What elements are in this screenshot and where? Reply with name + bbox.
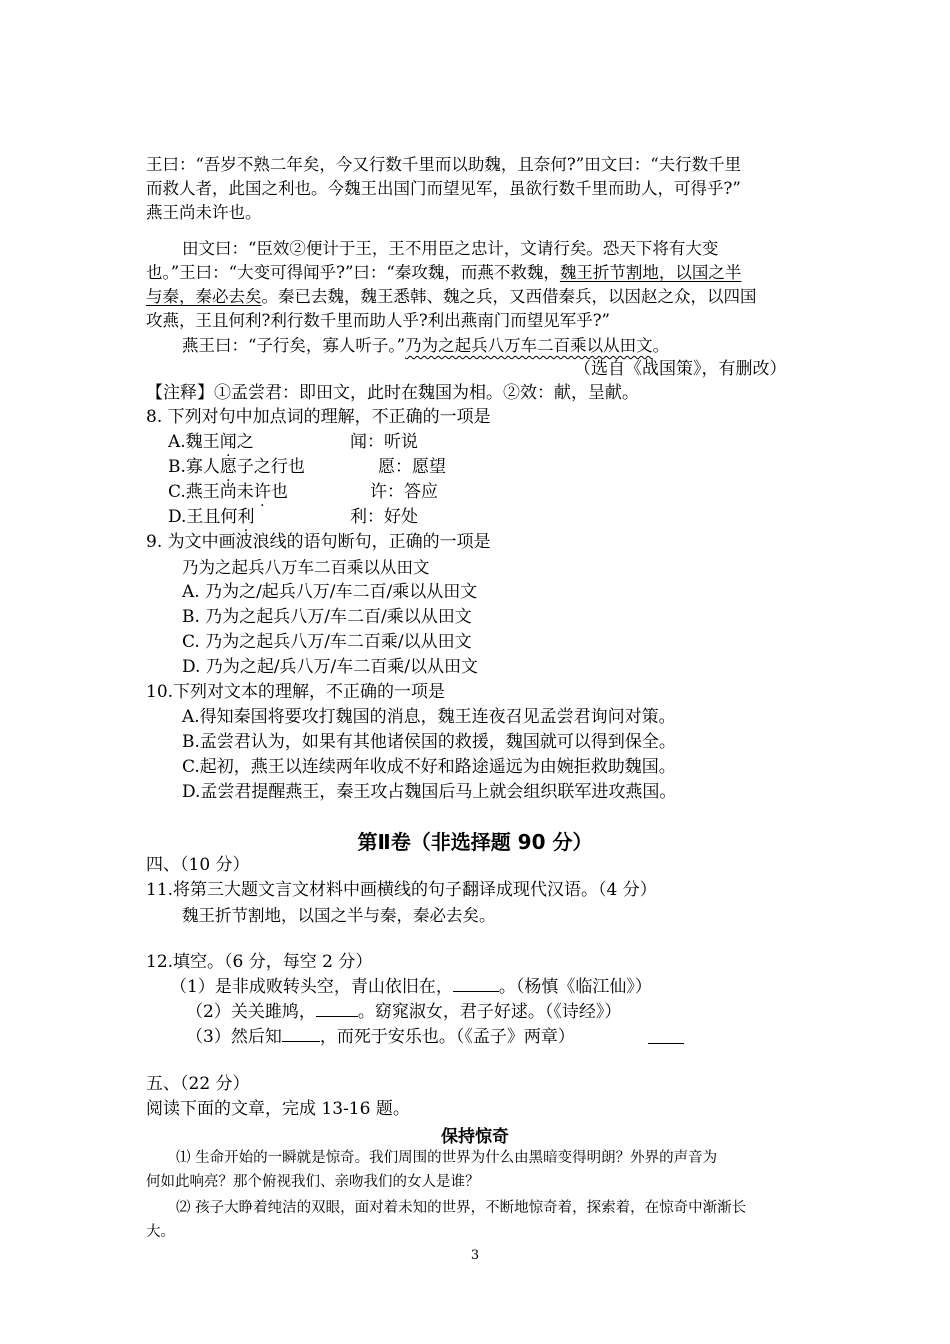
option-text: A.魏王: [168, 432, 220, 452]
question-12: 12.填空。（6 分，每空 2 分）: [146, 952, 373, 972]
passage-line: [146, 284, 757, 309]
annotation-note: 【注释】①孟尝君：即田文，此时在魏国为相。②效：献，呈献。: [146, 383, 639, 403]
answer-blank[interactable]: [453, 975, 499, 992]
passage-line: 而救人者，此国之利也。今魏王出国门而望见军，虽欲行数千里而助人，可得乎?”: [146, 179, 741, 198]
question-11: 11.将第三大题文言文材料中画横线的句子翻译成现代汉语。（4 分）: [146, 880, 657, 900]
passage-line: 王曰：“吾岁不熟二年矣，今又行数千里而以助魏，且奈何?”田文曰：“夫行数千里: [146, 155, 742, 174]
page-number: 3: [470, 1248, 480, 1263]
q10-option-b: B.孟尝君认为，如果有其他诸侯国的救援，魏国就可以得到保全。: [182, 732, 676, 752]
fill-text: 。（杨慎《临江仙》）: [498, 977, 652, 997]
article-paragraph-2: ⑵ 孩子大睁着纯洁的双眼，面对着未知的世界，不断地惊奇着，探索着，在惊奇中渐渐长: [176, 1200, 747, 1216]
option-text: 之: [236, 432, 254, 452]
fill-text: 。窈窕淑女，君子好逑。（《诗经》）: [357, 1002, 622, 1022]
fill-text: （1）是非成败转头空，青山依旧在，: [170, 977, 453, 997]
question-9-stem: 9. 为文中画波浪线的语句断句，正确的一项是: [146, 532, 491, 552]
passage-text: 。: [652, 336, 670, 355]
fill-text: （2）关关雎鸠，: [186, 1002, 316, 1022]
q12-item-2: [186, 1000, 621, 1025]
fill-text: （3）然后知: [186, 1027, 282, 1047]
q9-option-b: B. 乃为之起兵八万/车二百/乘以从田文: [182, 607, 472, 627]
wavy-sentence: 乃为之起兵八万车二百乘以从田文: [405, 336, 653, 355]
underlined-sentence: 魏王折节割地，以国之半: [559, 263, 742, 282]
question-10-stem: 10.下列对文本的理解，不正确的一项是: [146, 682, 446, 702]
q9-sentence: 乃为之起兵八万车二百乘以从田文: [182, 558, 430, 577]
article-paragraph-1: ⑴ 生命开始的一瞬就是惊奇。我们周围的世界为什么由黑暗变得明朗？外界的声音为: [176, 1150, 718, 1166]
answer-blank[interactable]: [282, 1025, 320, 1042]
q8-option-b: [168, 455, 305, 480]
article-paragraph-1-cont: 何如此响亮？那个俯视我们、亲吻我们的女人是谁？: [146, 1174, 480, 1190]
section-5-title: 五、（22 分）: [146, 1074, 250, 1094]
article-paragraph-2-cont: 大。: [146, 1224, 175, 1240]
passage-line: 燕王尚未许也。: [146, 203, 262, 222]
option-text: C.燕王尚未: [168, 482, 254, 502]
q8-option-a-explanation: 闻：听说: [350, 432, 418, 452]
dotted-word: 闻: [219, 432, 237, 452]
passage-line: [146, 260, 741, 285]
reading-instruction: 阅读下面的文章，完成 13-16 题。: [146, 1099, 410, 1119]
q8-option-c: [168, 480, 288, 505]
q8-option-d: [168, 505, 254, 530]
dotted-word: 许: [253, 482, 271, 502]
q9-option-a: A. 乃为之/起兵八万/车二百/乘以从田文: [182, 582, 478, 602]
fill-text: ，而死于安乐也。（《孟子》两章）: [319, 1027, 575, 1047]
q8-option-a: [168, 430, 254, 455]
question-8-stem: 8. 下列对句中加点词的理解，不正确的一项是: [146, 407, 491, 427]
q8-option-b-explanation: 愿：愿望: [378, 457, 446, 477]
passage-line: 攻燕，王且何利?利行数千里而助人乎?利出燕南门而望见军乎?”: [146, 311, 610, 330]
dotted-word: 愿: [219, 457, 237, 477]
option-text: B.寡人: [168, 457, 220, 477]
q10-option-d: D.孟尝君提醒燕王，秦王攻占魏国后马上就会组织联军进攻燕国。: [182, 782, 677, 802]
answer-blank[interactable]: [316, 1000, 358, 1017]
option-text: 子之行也: [236, 457, 305, 477]
q10-option-c: C.起初，燕王以连续两年收成不好和路途遥远为由婉拒救助魏国。: [182, 757, 676, 777]
passage-line: [182, 333, 669, 358]
passage-text: 也。”王曰：“大变可得闻乎?”曰：“秦攻魏，而燕不救魏，: [146, 263, 560, 282]
q11-sentence: 魏王折节割地，以国之半与秦，秦必去矣。: [182, 906, 496, 925]
option-text: 也: [270, 482, 288, 502]
passage-text: 。秦已去魏，魏王悉韩、魏之兵，又西借秦兵，以因赵之众，以四国: [261, 287, 757, 306]
underlined-sentence: 与秦，秦必去矣: [146, 287, 262, 306]
dotted-word: 利: [237, 507, 255, 527]
option-text: D.王且何: [168, 507, 238, 527]
article-title: 保持惊奇: [441, 1127, 509, 1147]
q9-option-d: D. 乃为之起/兵八万/车二百乘/以从田文: [182, 657, 479, 677]
q8-option-d-explanation: 利：好处: [350, 507, 418, 527]
q8-option-c-explanation: 许：答应: [370, 482, 438, 502]
passage-line: 田文曰：“臣效②便计于王，王不用臣之忠计，文请行矣。恐天下将有大变: [182, 239, 719, 258]
q10-option-a: A.得知秦国将要攻打魏国的消息，魏王连夜召见孟尝君询问对策。: [182, 707, 676, 727]
section-4-title: 四、（10 分）: [146, 855, 250, 875]
q12-item-3: [186, 1025, 575, 1050]
q12-item-1: [170, 975, 652, 1000]
answer-blank-trailing[interactable]: [648, 1043, 684, 1044]
q9-option-c: C. 乃为之起兵八万/车二百乘/以从田文: [182, 632, 472, 652]
part-2-heading: 第Ⅱ卷（非选择题 90 分）: [357, 830, 593, 854]
passage-text: 燕王曰：“子行矣，寡人听子。”: [182, 336, 406, 355]
source-note: （选自《战国策》，有删改）: [574, 359, 787, 379]
